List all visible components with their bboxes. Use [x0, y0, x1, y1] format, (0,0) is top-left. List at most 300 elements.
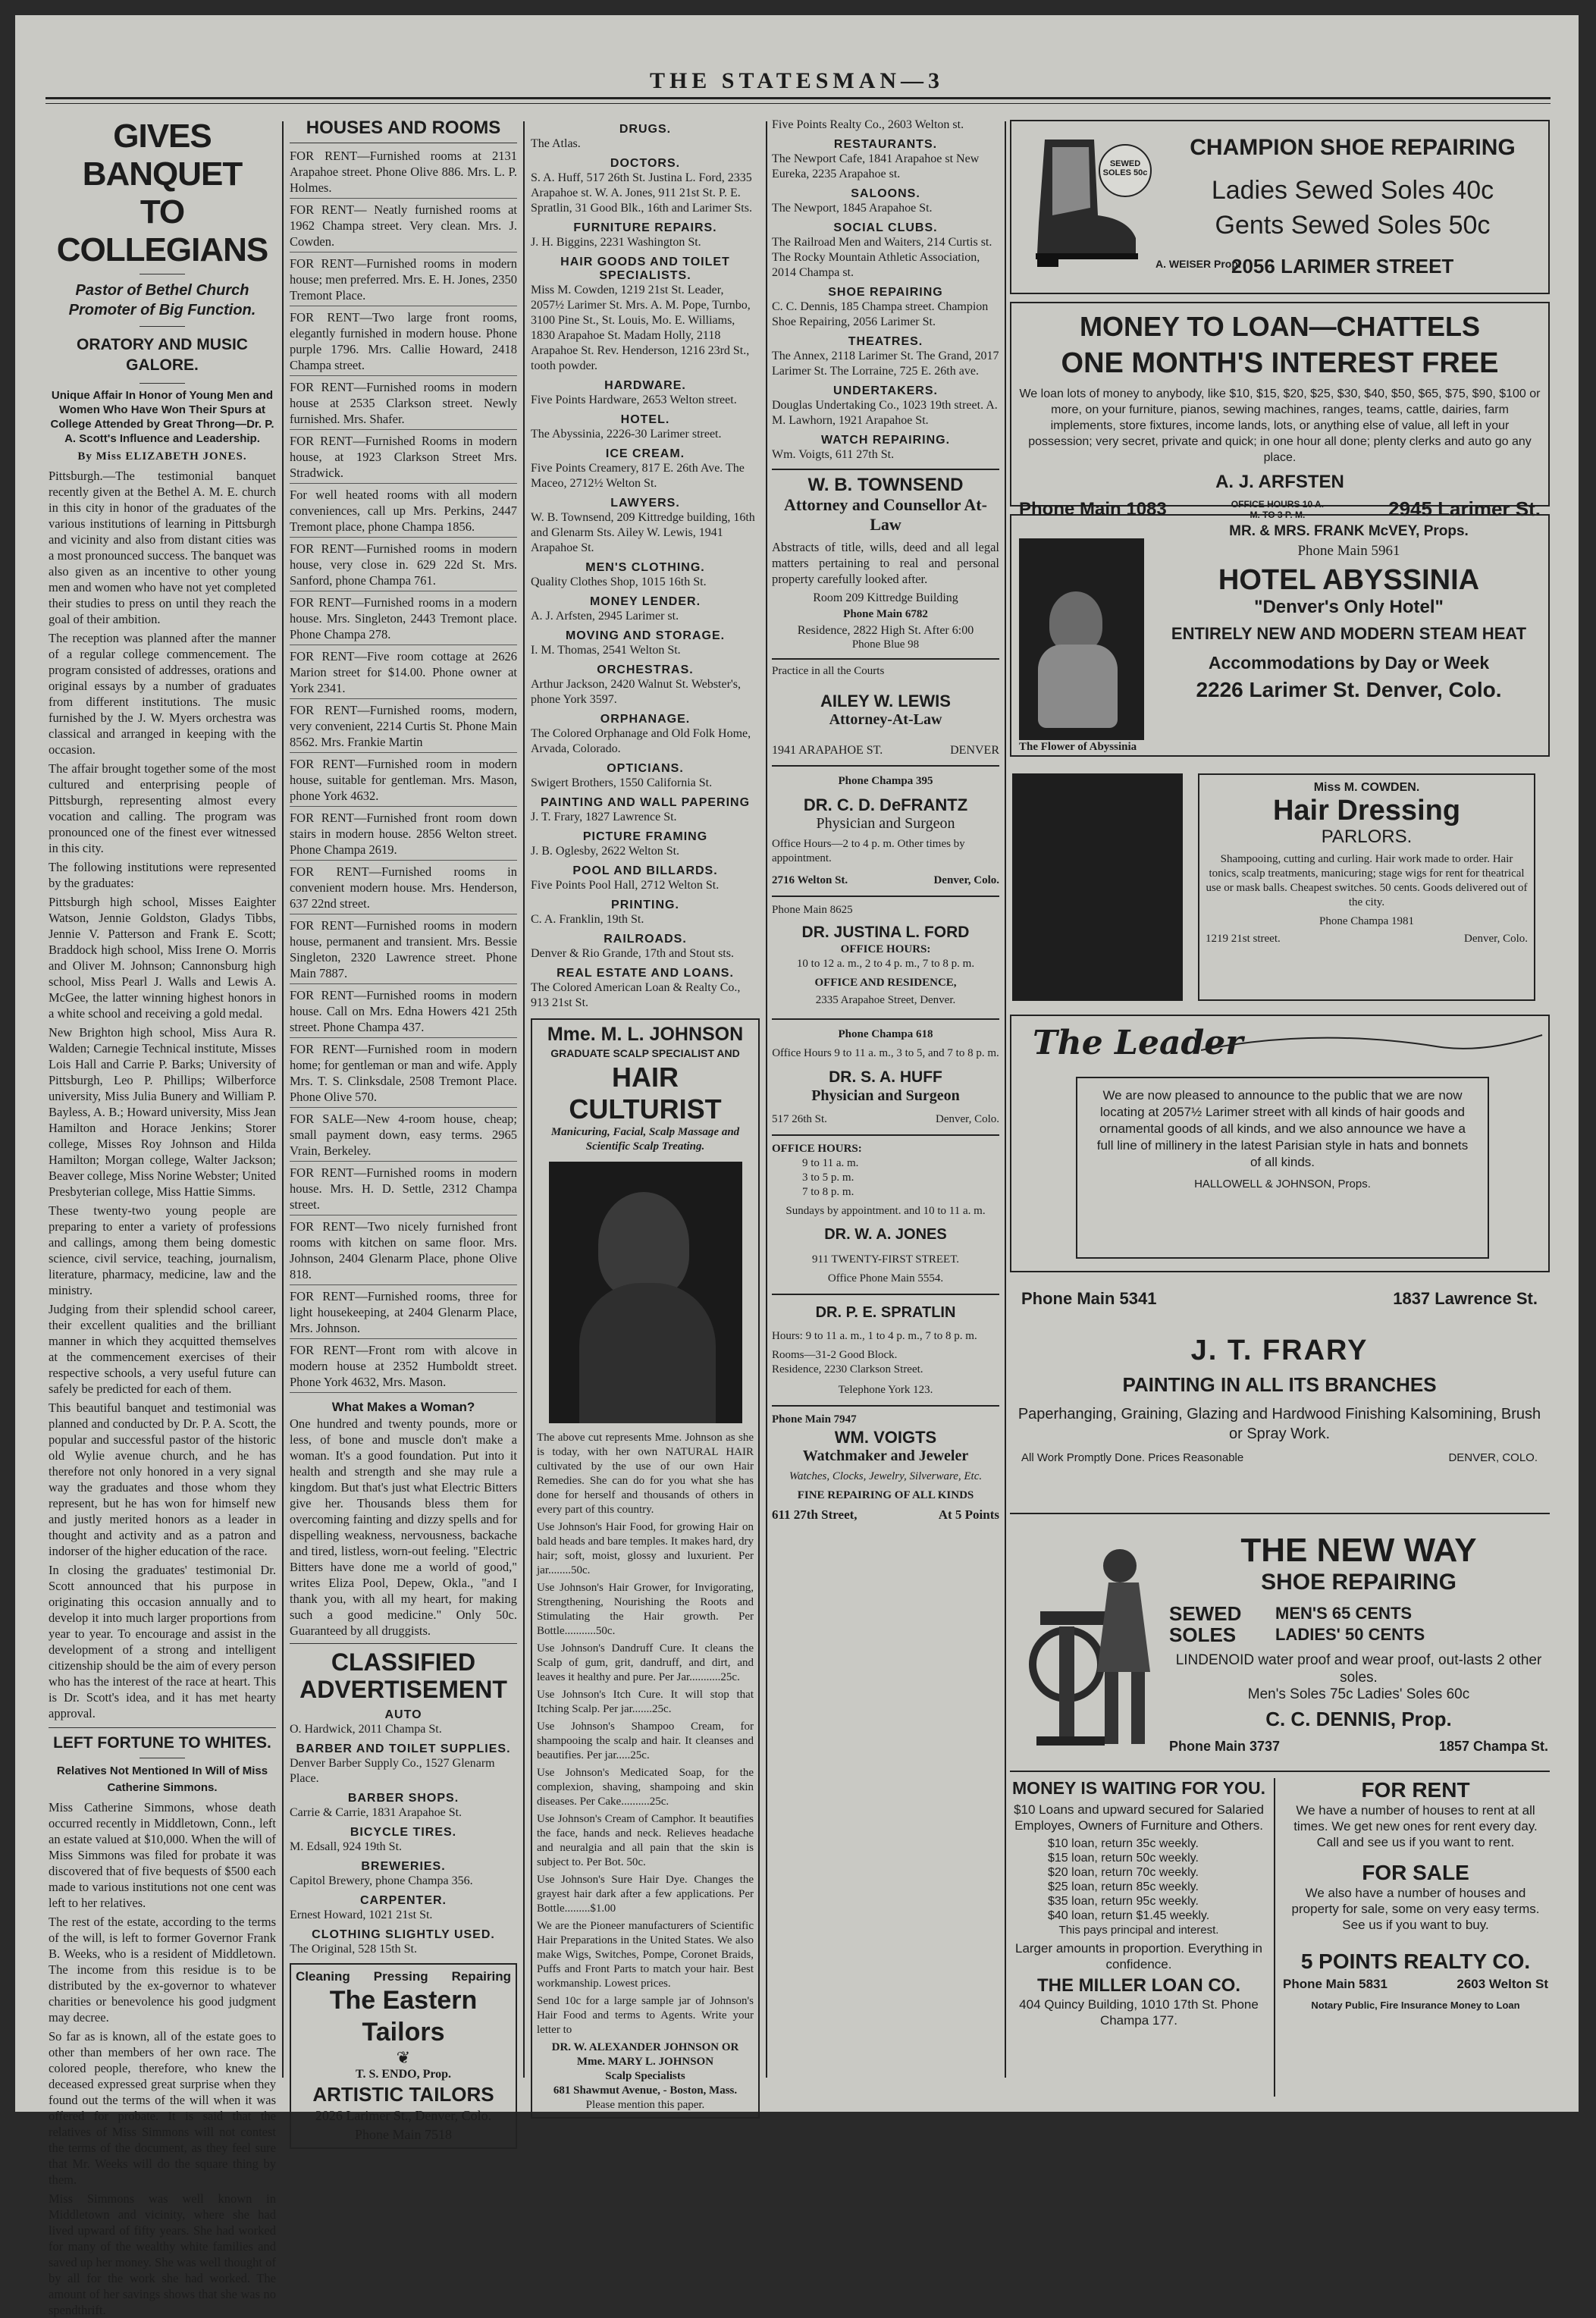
column-professional-cards: [772, 118, 999, 2089]
money-sub: ONE MONTH'S INTEREST FREE: [1061, 347, 1499, 379]
tailor-cleaning: Cleaning: [296, 1969, 350, 1984]
photo-figure-head: [1049, 591, 1102, 652]
frary-name: J. T. FRARY: [1190, 1335, 1369, 1366]
champion-address: 2056 LARIMER STREET: [1231, 255, 1454, 278]
miller-title: MONEY IS WAITING FOR YOU.: [1012, 1778, 1265, 1798]
ford-hours-head: OFFICE HOURS:: [840, 943, 931, 955]
directory-entry: The Colored Orphanage and Old Folk Home, Arvada, Colorado.: [531, 727, 751, 755]
rental-ad: FOR RENT—Furnished rooms in a modern house. Mrs. Singleton, 2443 Tremont place. Phone Champa 278.: [290, 594, 517, 645]
money-loan-ad: [1010, 302, 1550, 520]
classified-heading: BARBER SHOPS.: [347, 1792, 459, 1805]
huff-title: Physician and Surgeon: [811, 1087, 960, 1104]
lewis-title: Attorney-At-Law: [829, 711, 942, 728]
newway-men: MEN'S 65 CENTS: [1275, 1604, 1413, 1623]
johnson-footer-note: Please mention this paper.: [585, 2099, 705, 2111]
johnson-name: Mme. M. L. JOHNSON: [547, 1024, 744, 1045]
photo-figure-body: [1038, 645, 1118, 728]
directory-heading: DOCTORS.: [610, 157, 681, 170]
huff-city: Denver, Colo.: [936, 1113, 999, 1125]
huff-name: DR. S. A. HUFF: [829, 1068, 942, 1086]
newspaper-page: [15, 15, 1579, 2317]
voigts-title: Watchmaker and Jeweler: [802, 1448, 969, 1464]
leader-ad: [1010, 1015, 1550, 1272]
rental-ad: FOR RENT—Furnished Rooms in modern house, at 1923 Clarkson Street Mrs. Stradwick.: [290, 433, 517, 484]
ornament-icon: ❦: [396, 2048, 411, 2067]
directory-heading: UNDERTAKERS.: [833, 384, 938, 397]
hotel-props: MR. & MRS. FRANK McVEY, Props.: [1229, 523, 1469, 539]
divider: [290, 1643, 517, 1644]
portrait-body: [579, 1283, 716, 1423]
classified-title: CLASSIFIED: [331, 1648, 476, 1676]
heading-houses-rooms: HOUSES AND ROOMS: [306, 118, 501, 138]
miller-rate: $10 loan, return 35c weekly.: [1048, 1837, 1199, 1850]
ford-residence-head: OFFICE AND RESIDENCE,: [814, 977, 957, 989]
directory-entry: C. A. Franklin, 19th St.: [531, 913, 644, 926]
leader-flourish-icon: [1011, 1020, 1551, 1065]
rental-ad: For well heated rooms with all modern conveniences, call up Mrs. Perkins, 2447 Tremont place, phone Champa 1856.: [290, 487, 517, 538]
directory-heading: REAL ESTATE AND LOANS.: [557, 967, 734, 980]
article-paragraph: Pittsburgh high school, Misses Eaighter Watson, Jennie Goldston, Gladys Tibbs, Jennie V. Patterson and Frank E. Scott; Braddock high school, Miss Irene O. Morris and Oliver M. Johnson; Cannonsburg high school, Miss Pearl J. Walls and Lewis A. McGee, the latter winning highest honors in a white school and receiving a gold medal.: [49, 895, 276, 1021]
spratlin-residence: Residence, 2230 Clarkson Street.: [772, 1363, 923, 1375]
rental-ad: FOR RENT—Furnished rooms in modern house, permanent and transient. Mrs. Bessie Singleton, 2320 Lawrence street. Phone Main 7887.: [290, 917, 517, 984]
headline-to-collegians: TO COLLEGIANS: [56, 193, 268, 268]
hotel-new: ENTIRELY NEW AND MODERN STEAM HEAT: [1171, 624, 1527, 643]
tailor-pressing: Pressing: [373, 1969, 428, 1984]
article-paragraph: The reception was planned after the manner of a regular college commencement. The program consisted of addresses, orations and original essays by a number of graduates from different institutions. The music furnished by the J. W. Myers orchestra was classical and arranged in keeping with the occasion.: [49, 631, 276, 757]
lewis-name: AILEY W. LEWIS: [820, 692, 951, 710]
johnson-paragraph: Use Johnson's Cream of Camphor. It beautifies the face, hands and neck. Relieves headache and neuralgia and all pain that the skin is subject to. Per Bot. 50c.: [537, 1813, 754, 1868]
rental-ad: FOR RENT—Furnished rooms in modern house. Mrs. H. D. Settle, 2312 Champa street.: [290, 1165, 517, 1215]
champion-ladies: Ladies Sewed Soles 40c: [1211, 176, 1494, 205]
rental-ad: FOR RENT—Five room cottage at 2626 Marion street for $14.00. Phone owner at York 2341.: [290, 648, 517, 699]
directory-entry: The Atlas.: [531, 137, 581, 150]
cowden-text: Shampooing, cutting and curling. Hair work made to order. Hair tonics, scalp treatments, manicuring; stage wigs for rent for theatrical use or mask balls. Cheapest switches. 50 cents. Goods delivered out of the city.: [1206, 853, 1528, 908]
article-paragraph: Pittsburgh.—The testimonial banquet recently given at the Bethel A. M. E. church in this city in honor of the graduates of the various institutions of learning in Pittsburgh and vicinity and also from distant cities was a most pronounced success. The banquet was also given as an incentive to other young men and women who have not yet completed their studies to press on until they reach the goal of their ambition.: [49, 469, 276, 626]
newway-prices: Men's Soles 75c Ladies' Soles 60c: [1247, 1686, 1470, 1702]
ford-address: 2335 Arapahoe Street, Denver.: [815, 994, 956, 1006]
directory-entry: Quality Clothes Shop, 1015 16th St.: [531, 576, 707, 588]
directory-entry: J. B. Oglesby, 2622 Welton St.: [531, 845, 680, 858]
masthead-rule-thin: [45, 103, 1551, 104]
article-paragraph: So far as is known, all of the estate goes to other than members of her own race. The colored people, therefore, who knew the deceased expressed great surprise when they found out the terms of the will when it was offered for probate. It is said that the relatives of Miss Simmons will not contest the terms of the document, as they feel sure that Mr. Weeks will do the square thing by them.: [49, 2029, 276, 2187]
huff-phone: Phone Champa 618: [838, 1028, 933, 1040]
miller-rate: $20 loan, return 70c weekly.: [1048, 1866, 1199, 1879]
realty-notary: Notary Public, Fire Insurance Money to Loan: [1311, 2000, 1520, 2011]
directory-heading: ORCHESTRAS.: [597, 663, 694, 676]
money-text: We loan lots of money to anybody, like $10, $15, $20, $25, $30, $40, $50, $65, $75, $90, $100 or more, on your furniture, pianos, sewing machines, ranges, teams, cattle, dairies, farm implements, store fixtures, income lands, lots, or anything else of value, all left in your possession; very secret, private and quick; in one hour all done; plenty clerks and auto go any place.: [1019, 387, 1541, 464]
directory-heading: SOCIAL CLUBS.: [833, 221, 938, 234]
leader-title: The Leader: [1033, 1024, 1243, 1062]
eastern-tailors-ad: [290, 1963, 517, 2149]
miller-rate: $25 loan, return 85c weekly.: [1048, 1880, 1199, 1893]
miller-text: $10 Loans and upward secured for Salaried Employes, Owners of Furniture and Others.: [1014, 1802, 1264, 1833]
rental-ad: FOR RENT—Furnished front room down stairs in modern house. 2856 Welton street. Phone Champa 2619.: [290, 810, 517, 861]
jones-address: 911 TWENTY-FIRST STREET.: [811, 1253, 960, 1266]
champion-weiser: A. WEISER Prop.: [1155, 258, 1241, 270]
column-banquet-article: [49, 118, 276, 2317]
spratlin-name: DR. P. E. SPRATLIN: [815, 1304, 956, 1321]
hotel-tag: "Denver's Only Hotel": [1254, 597, 1444, 617]
classified-entry: M. Edsall, 924 19th St.: [290, 1840, 403, 1853]
voigts-location: At 5 Points: [938, 1507, 999, 1522]
newway-title: THE NEW WAY: [1240, 1532, 1477, 1569]
realty-rent: FOR RENT: [1361, 1778, 1470, 1802]
article-summary: Unique Affair In Honor of Young Men and Women Who Have Won Their Spurs at College Attended by Great Throng—Dr. P. A. Scott's Influence and Leadership.: [50, 389, 274, 445]
directory-entry: The Abyssinia, 2226-30 Larimer street.: [531, 428, 722, 441]
classified-entry: Denver Barber Supply Co., 1527 Glenarm Place.: [290, 1757, 495, 1785]
money-phone: Phone Main 1083: [1019, 498, 1167, 519]
article-paragraph: The affair brought together some of the most cultured and enterprising people of Pittsburgh, representing almost every vocation and calling. The program was pronounced one of the finest ever witnessed in this city.: [49, 761, 276, 855]
column-directory: [531, 118, 760, 2111]
champion-shoe-ad: [1010, 120, 1550, 294]
newway-lind: LINDENOID water proof and wear proof, out-lasts 2 other soles.: [1175, 1652, 1542, 1686]
defrantz-hours: Office Hours—2 to 4 p. m. Other times by appointment.: [772, 838, 965, 864]
directory-heading: PICTURE FRAMING: [582, 830, 708, 843]
divider: [1010, 1513, 1550, 1514]
directory-heading: HOTEL.: [620, 413, 670, 426]
frary-prompt: All Work Promptly Done. Prices Reasonable: [1021, 1451, 1244, 1464]
johnson-paragraph: Send 10c for a large sample jar of Johnson's Hair Food and terms to Agents. Write your letter to: [537, 1995, 754, 2036]
newway-sewed: SEWED SOLES: [1169, 1602, 1242, 1646]
portrait-head: [598, 1192, 689, 1298]
money-address: 2945 Larimer St.: [1388, 497, 1541, 520]
article-paragraph: In closing the graduates' testimonial Dr. Scott announced that his purpose in originating this occasion annually and to develop it into much larger proportions from year to year. To encourage and assist in the development of a strong and intelligent citizenship should be the aim of every person who has the interest of the race at heart. This is Dr. Scott's idea, and it has met hearty approval.: [49, 1563, 276, 1720]
miller-rates: [1010, 1837, 1268, 1923]
leader-props: HALLOWELL & JOHNSON, Props.: [1194, 1178, 1371, 1190]
article-paragraph: Judging from their splendid school career, their excellent qualities and the brilliant manner in which they acquitted themselves at the commencement exercises of their respective schools, a very useful future can safely be predicted for each of them.: [49, 1302, 276, 1396]
johnson-services: Manicuring, Facial, Scalp Massage and Scientific Scalp Treating.: [550, 1126, 740, 1153]
johnson-paragraph: Use Johnson's Hair Food, for growing Hair on bald heads and bare temples. It makes hard, dry hair; soft, moist, glossy and luxurient. Per jar........50c.: [537, 1521, 754, 1576]
cowden-phone: Phone Champa 1981: [1319, 915, 1414, 927]
byline: By Miss ELIZABETH JONES.: [77, 450, 247, 463]
miller-loan-ad: [1010, 1778, 1275, 2097]
directory-entry: Denver & Rio Grande, 17th and Stout sts.: [531, 947, 734, 960]
ford-card: [772, 896, 999, 1008]
directory-heading: ORPHANAGE.: [600, 713, 691, 726]
voigts-address: 611 27th Street,: [772, 1507, 858, 1522]
directory-heading: OPTICIANS.: [607, 762, 684, 775]
masthead: THE STATESMAN—3: [649, 68, 945, 93]
townsend-room: Room 209 Kittredge Building: [813, 591, 958, 604]
rental-ad: FOR RENT— Neatly furnished rooms at 1962 Champa street. Very clean. Mrs. J. Cowden.: [290, 202, 517, 253]
directory-entry: Five Points Creamery, 817 E. 26th Ave. The Maceo, 2712½ Welton St.: [531, 462, 745, 490]
johnson-paragraph: The above cut represents Mme. Johnson as she is today, with her own NATURAL HAIR cultivated by the use of our own Hair Remedies. She can do for you what she has done for herself and thousands of others in every part of this country.: [537, 1432, 754, 1516]
rental-ad: FOR RENT—Two large front rooms, elegantly furnished in modern house. Phone purple 1796. Mrs. Callie Howard, 2418 Champa street.: [290, 309, 517, 376]
defrantz-address: 2716 Welton St.: [772, 874, 848, 886]
article-paragraph: Miss Catherine Simmons, whose death occurred recently in Middletown, Conn., left an estate valued at $10,000. When the will of Miss Simmons was filed for probate it was discovered that of five bequests of $500 each made to various institutions not one cent was left to her relatives.: [49, 1800, 276, 1910]
johnson-paragraph: Use Johnson's Sure Hair Dye. Changes the grayest hair dark after a few applications. Per Bottle.........$1.00: [537, 1874, 754, 1915]
article-paragraph: Miss Simmons was well known in Middletown and vicinity, where she had lived upward of fifty years. She had worked for many of the wealthy white families and saved up her money. She was well thought of by all for the work she had worked. The amount of her savings shows that she was no spendthrift.: [49, 2191, 276, 2317]
business-directory: [531, 123, 760, 1011]
miller-note: This pays principal and interest.: [1058, 1924, 1219, 1937]
johnson-paragraph: We are the Pioneer manufacturers of Scientific Hair Preparations in the United States. We also make Wigs, Switches, Pompe, Coronet Braids, Puffs and Front Parts to match your hair. Best workmanship. Lowest prices.: [537, 1920, 754, 1990]
huff-address: 517 26th St.: [772, 1113, 827, 1125]
rental-ad: FOR RENT—Furnished room in modern home; for gentleman or man and wife. Apply Mrs. T. S. Clinksdale, 2508 Tremont Place. Phone Olive 570.: [290, 1041, 517, 1108]
tailor-repairing: Repairing: [451, 1969, 511, 1984]
directory-heading: POOL AND BILLARDS.: [572, 864, 718, 877]
champion-title: CHAMPION SHOE REPAIRING: [1190, 135, 1516, 160]
rental-ad: FOR RENT—Furnished rooms, three for light housekeeping, at 2404 Glenarm Place, Mrs. Johnson.: [290, 1288, 517, 1339]
deck-pastor: Pastor of Bethel Church Promoter of Big Function.: [68, 282, 256, 318]
tailor-address: 2026 Larimer St., Denver, Colo.: [315, 2108, 492, 2123]
newway-address: 1857 Champa St.: [1438, 1739, 1548, 1754]
hotel-address: 2226 Larimer St. Denver, Colo.: [1196, 678, 1502, 701]
rental-ad: FOR RENT—Furnished room in modern house, suitable for gentleman. Mrs. Mason, phone York 4632.: [290, 756, 517, 807]
hotel-name: HOTEL ABYSSINIA: [1218, 564, 1480, 596]
directory-heading: MOVING AND STORAGE.: [565, 629, 726, 642]
hotel-caption: The Flower of Abyssinia: [1019, 740, 1163, 754]
huff-hours: Office Hours 9 to 11 a. m., 3 to 5, and 7 to 8 p. m.: [772, 1047, 999, 1059]
townsend-blue: Phone Blue 98: [851, 638, 920, 651]
jones-name: DR. W. A. JONES: [824, 1226, 947, 1243]
miller-larger: Larger amounts in proportion. Everything in confidence.: [1014, 1941, 1262, 1971]
newway-phone: Phone Main 3737: [1169, 1739, 1281, 1754]
spratlin-card: [772, 1294, 999, 1397]
cowden-address: 1219 21st street.: [1206, 933, 1281, 945]
defrantz-title: Physician and Surgeon: [816, 815, 955, 832]
leader-text: We are now pleased to announce to the public that we are now locating at 2057½ Larimer street with all kinds of hair goods and ornamental goods of all kinds, and we also announce we have a full line of millinery in the latest Parisian style in hats and bonnets of all kinds.: [1096, 1088, 1469, 1169]
directory-entry: The Railroad Men and Waiters, 214 Curtis st. The Rocky Mountain Athletic Association, 2014 Champa st.: [772, 236, 992, 279]
classified-entry: The Original, 528 15th St.: [290, 1943, 417, 1956]
directory-heading: ICE CREAM.: [605, 447, 685, 460]
sewed-soles-stamp: SEWED SOLES 50c: [1099, 144, 1152, 197]
voigts-items: Watches, Clocks, Jewelry, Silverware, Etc.: [789, 1470, 983, 1482]
classified-heading: BICYCLE TIRES.: [350, 1826, 457, 1839]
directory-heading: FURNITURE REPAIRS.: [573, 221, 717, 234]
jones-hours-2: 3 to 5 p. m.: [802, 1172, 854, 1184]
divider: [140, 383, 185, 384]
directory-entry: Five Points Realty Co., 2603 Welton st.: [772, 118, 964, 131]
townsend-residence: Residence, 2822 High St. After 6:00: [797, 624, 974, 637]
directory-heading: HARDWARE.: [604, 379, 686, 392]
frary-address-top: 1837 Lawrence St.: [1393, 1289, 1538, 1308]
rental-ad: FOR RENT—Furnished rooms in modern house. Call on Mrs. Edna Howers 421 25th street. Phone Champa 437.: [290, 987, 517, 1038]
tailor-name: The Eastern Tailors: [329, 1986, 478, 2047]
tailor-phone: Phone Main 7518: [355, 2127, 452, 2142]
rental-ad: FOR RENT—Furnished rooms in modern house, very close in. 629 22d St. Mrs. Sanford, phone Champa 761.: [290, 541, 517, 591]
directory-entry: The Annex, 2118 Larimer St. The Grand, 2017 Larimer St. The Lorraine, 725 E. 26th ave.: [772, 350, 999, 378]
directory-entry: The Newport Cafe, 1841 Arapahoe st New Eureka, 2235 Arapahoe st.: [772, 152, 980, 180]
classified-heading: BREWERIES.: [361, 1860, 446, 1873]
realty-ad: [1283, 1778, 1548, 2097]
directory-entry: Douglas Undertaking Co., 1023 19th street. A. M. Lawhorn, 1921 Arapahoe St.: [772, 399, 998, 427]
classified-entry: Ernest Howard, 1021 21st St.: [290, 1909, 433, 1921]
article-paragraph: New Brighton high school, Miss Aura R. Walden; Carnegie Technical institute, Misses Lois Hall and Carrie P. Barks; University of Pittsburgh, Leo P. Phillips; Wilberforce university, Miss Julia Bunery and William P. Bayless, A. B.; Howard university, Miss Jean Hamilton and Horace Jenkins; Storer college, Misses Roy Johnson and Hilda Hamilton; Morgan college, Walter Jackson; Beaver college, Miss Norine Webster; United Presbyterian college, Miss Hattie Simms.: [49, 1025, 276, 1199]
headline-left-fortune: LEFT FORTUNE TO WHITES.: [53, 1734, 271, 1752]
headline-gives-banquet: GIVES BANQUET: [82, 118, 243, 193]
classified-heading: BARBER AND TOILET SUPPLIES.: [296, 1742, 511, 1755]
johnson-footer-specialists: Scalp Specialists: [605, 2070, 685, 2082]
frary-phone: Phone Main 5341: [1021, 1289, 1157, 1308]
townsend-name: W. B. TOWNSEND: [807, 475, 964, 495]
spratlin-hours: Hours: 9 to 11 a. m., 1 to 4 p. m., 7 to 8 p. m.: [772, 1330, 977, 1342]
column-divider: [766, 121, 767, 2078]
johnson-sub: GRADUATE SCALP SPECIALIST AND: [550, 1047, 740, 1059]
cowden-name: Miss M. COWDEN.: [1313, 781, 1420, 794]
defrantz-name: DR. C. D. DeFRANTZ: [803, 795, 968, 814]
voigts-name: WM. VOIGTS: [834, 1428, 937, 1447]
woman-title: What Makes a Woman?: [331, 1400, 475, 1414]
directory-entry: W. B. Townsend, 209 Kittredge building, 16th and Glenarm Sts. Ailey W. Lewis, 1941 Arapahoe St.: [531, 511, 755, 554]
directory-entry: The Colored American Loan & Realty Co., 913 21st St.: [531, 981, 741, 1009]
rental-ad: FOR RENT—Furnished rooms, modern, very convenient, 2214 Curtis St. Phone Main 8562. Mrs. Frankie Martin: [290, 702, 517, 753]
frary-desc: Paperhanging, Graining, Glazing and Hardwood Finishing Kalsomining, Brush or Spray Work.: [1017, 1406, 1541, 1442]
johnson-footer-names: DR. W. ALEXANDER JOHNSON OR Mme. MARY L. JOHNSON: [551, 2041, 739, 2068]
directory-heading: HAIR GOODS AND TOILET SPECIALISTS.: [560, 256, 730, 282]
classified-entry: Carrie & Carrie, 1831 Arapahoe St.: [290, 1806, 462, 1819]
directory-entry: J. H. Biggins, 2231 Washington St.: [531, 236, 701, 249]
divider: [49, 1727, 276, 1728]
hotel-photo: [1019, 538, 1144, 751]
jones-hours-3: 7 to 8 p. m.: [802, 1186, 854, 1198]
realty-sale-text: We also have a number of houses and property for sale, some on very easy terms. See us if you want to buy.: [1291, 1886, 1540, 1932]
classified-entry: O. Hardwick, 2011 Champa St.: [290, 1723, 442, 1736]
johnson-portrait: [549, 1162, 742, 1423]
hotel-abyssinia-ad: [1010, 514, 1550, 757]
jones-card: [772, 1134, 999, 1286]
new-way-ad: [1010, 1524, 1550, 1763]
woman-photo: [1012, 773, 1183, 1001]
column-divider: [282, 121, 284, 2078]
cowden-ad: [1198, 773, 1535, 1001]
classified-entry: Capitol Brewery, phone Champa 356.: [290, 1874, 473, 1887]
cowden-city: Denver, Colo.: [1464, 933, 1528, 945]
spratlin-phone: Telephone York 123.: [838, 1384, 933, 1396]
lewis-address: 1941 ARAPAHOE ST.: [772, 744, 883, 757]
johnson-footer-address: 681 Shawmut Avenue, - Boston, Mass.: [553, 2084, 738, 2097]
johnson-paragraph: Use Johnson's Itch Cure. It will stop that Itching Scalp. Per jar.......25c.: [537, 1689, 754, 1715]
johnson-text: [537, 1431, 754, 2037]
directory-heading: RAILROADS.: [604, 933, 687, 946]
article-paragraph: The rest of the estate, according to the terms of the will, is left to former Governor Frank B. Weeks, who is a resident of Middletown. The income from this residue is to be distributed by the ex-governor to whatever charities or benevolence his good judgment may decree.: [49, 1915, 276, 2025]
frary-city: DENVER, COLO.: [1448, 1451, 1538, 1464]
directory-heading: THEATRES.: [848, 335, 923, 348]
voigts-card: [772, 1405, 999, 1523]
ford-name: DR. JUSTINA L. FORD: [801, 924, 970, 941]
cobbler-machine-icon: [1025, 1528, 1177, 1755]
article-paragraph: The following institutions were represented by the graduates:: [49, 860, 276, 890]
miller-rate: $35 loan, return 95c weekly.: [1048, 1895, 1199, 1908]
column-divider: [523, 121, 525, 2078]
johnson-paragraph: Use Johnson's Shampoo Cream, for shampooing the scalp and hair. It cleanses and beautifies. Per jar.....25c.: [537, 1720, 754, 1761]
article-paragraph: These twenty-two young people are preparing to enter a variety of professions and callings, among them being domestic science, civil service, teaching, journalism, literature, pharmacy, medicine, law and the ministry.: [49, 1203, 276, 1297]
townsend-desc: Abstracts of title, wills, deed and all legal matters pertaining to real and personal property carefully looked after.: [772, 540, 999, 586]
lewis-city: DENVER: [950, 744, 999, 757]
directory-entry: Miss M. Cowden, 1219 21st St. Leader, 2057½ Larimer St. Mrs. A. M. Pope, Turnbo, 3100 Pine St., St. Louis, Mo. E. Williams, 1830 Arapahoe St. Madam Holly, 2118 Arapahoe St. Rev. Henderson, 1216 23rd St., tooth powder.: [531, 284, 751, 372]
directory-entry: I. M. Thomas, 2541 Welton St.: [531, 644, 681, 657]
townsend-phone: Phone Main 6782: [843, 608, 928, 620]
masthead-rule: [45, 97, 1551, 99]
defrantz-card: [772, 765, 999, 888]
realty-rent-text: We have a number of houses to rent at all times. We get new ones for rent every day. Call and see us if you want to rent.: [1293, 1803, 1538, 1849]
classified-heading: CLOTHING SLIGHTLY USED.: [312, 1928, 495, 1941]
tailor-prop: T. S. ENDO, Prop.: [355, 2068, 452, 2081]
directory-heading: SHOE REPAIRING: [828, 286, 943, 299]
huff-card: [772, 1018, 999, 1127]
article-paragraph: This beautiful banquet and testimonial was planned and conducted by Dr. P. A. Scott, the popular and successful pastor of the historic old Wylie avenue church, and he has therefore not only honored in a very signal way the graduates and those whom they represent, but he has won for himself new and justly merited honors as a leader in thought and activity and as a patron and indorser of the higher education of the race.: [49, 1401, 276, 1558]
classified-title-2: ADVERTISEMENT: [299, 1676, 507, 1703]
rental-ad: FOR RENT—Furnished rooms in convenient modern house. Mrs. Henderson, 637 22nd street.: [290, 864, 517, 914]
rental-ad: FOR RENT—Furnished rooms at 2131 Arapahoe street. Phone Olive 886. Mrs. L. P. Holmes.: [290, 148, 517, 199]
spratlin-rooms: Rooms—31-2 Good Block.: [772, 1349, 898, 1361]
realty-sale: FOR SALE: [1362, 1861, 1469, 1884]
leader-inner-box: [1076, 1077, 1489, 1259]
divider: [1010, 1771, 1550, 1772]
article-body: [49, 468, 276, 1721]
business-directory-2: [772, 138, 999, 463]
ford-hours: 10 to 12 a. m., 2 to 4 p. m., 7 to 8 p. m.: [796, 958, 975, 970]
miller-rate: $40 loan, return $1.45 weekly.: [1048, 1909, 1210, 1922]
lewis-card: [772, 658, 999, 758]
voigts-fine: FINE REPAIRING OF ALL KINDS: [797, 1489, 974, 1501]
miller-rate: $15 loan, return 50c weekly.: [1048, 1852, 1199, 1865]
champion-gents: Gents Sewed Soles 50c: [1215, 211, 1491, 240]
defrantz-city: Denver, Colo.: [933, 874, 999, 886]
frary-ad: [1012, 1289, 1547, 1509]
deck-oratory: ORATORY AND MUSIC GALORE.: [77, 336, 248, 374]
frary-title: PAINTING IN ALL ITS BRANCHES: [1122, 1373, 1437, 1396]
johnson-paragraph: Use Johnson's Dandruff Cure. It cleans the Scalp of gum, grit, dandruff, and dirt, and leaves it healthy and pure. Per Jar...........25c.: [537, 1642, 754, 1683]
column-divider: [1005, 121, 1006, 2078]
newway-prop: C. C. DENNIS, Prop.: [1265, 1708, 1452, 1730]
woman-text: One hundred and twenty pounds, more or less, of bone and muscle don't make a woman. It's a good foundation. Put into it health and strength and she may rule a kingdom. But that's just what Electric Bitters give her. Thousands bless them for overcoming fainting and dizzy spells and for dispelling weakness, nervousness, backache and tired, listless, worn-out feeling. "Electric Bitters have done me a world of good," writes Eliza Pool, Depew, Okla., "and I thank you, with all my heart, for making such a good medicine." Only 50c. Guaranteed by all druggists.: [290, 1416, 517, 1638]
classified-list: [290, 1708, 517, 1957]
miller-address: 404 Quincy Building, 1010 17th St. Phone Champa 177.: [1019, 1997, 1259, 2028]
johnson-big: HAIR CULTURIST: [569, 1062, 722, 1124]
money-name: A. J. ARFSTEN: [1215, 472, 1344, 492]
townsend-card: [772, 469, 999, 652]
ford-phone: Phone Main 8625: [772, 904, 853, 916]
rental-ad: FOR RENT—Furnished rooms in modern house; men preferred. Mrs. E. H. Jones, 2350 Tremont Place.: [290, 256, 517, 306]
classified-heading: CARPENTER.: [359, 1894, 447, 1907]
tailor-sub: ARTISTIC TAILORS: [312, 2083, 494, 2106]
directory-heading: SALOONS.: [851, 187, 920, 200]
directory-heading: RESTAURANTS.: [833, 138, 938, 151]
jones-phone: Office Phone Main 5554.: [827, 1272, 944, 1284]
directory-entry: Arthur Jackson, 2420 Walnut St. Webster's, phone York 3597.: [531, 678, 742, 706]
directory-entry: S. A. Huff, 517 26th St. Justina L. Ford, 2335 Arapahoe st. W. A. Jones, 911 21st St. P. E. Spratlin, 31 Good Blk., 16th and Larimer Sts.: [531, 171, 752, 215]
directory-entry: The Newport, 1845 Arapahoe St.: [772, 202, 933, 215]
hotel-accom: Accommodations by Day or Week: [1208, 653, 1490, 673]
directory-heading: PAINTING AND WALL PAPERING: [540, 796, 751, 809]
directory-entry: Wm. Voigts, 611 27th St.: [772, 448, 895, 461]
deck-relatives: Relatives Not Mentioned In Will of Miss Catherine Simmons.: [56, 1764, 268, 1794]
money-hours: OFFICE HOURS 10 A. M. TO 3 P. M.: [1231, 498, 1325, 520]
johnson-paragraph: Use Johnson's Medicated Soap, for the complexion, shaving, shampoing and skin diseases. Per Cake..........25c.: [537, 1767, 754, 1808]
column-houses-rooms: [290, 118, 517, 2142]
newway-ladies: LADIES' 50 CENTS: [1275, 1625, 1425, 1644]
cowden-title: Hair Dressing: [1272, 795, 1461, 827]
realty-name: 5 POINTS REALTY CO.: [1300, 1949, 1531, 1973]
directory-entry: Five Points Pool Hall, 2712 Welton St.: [531, 879, 720, 892]
johnson-ad: [531, 1018, 760, 2119]
directory-entry: C. C. Dennis, 185 Champa street. Champion Shoe Repairing, 2056 Larimer St.: [772, 300, 989, 328]
johnson-paragraph: Use Johnson's Hair Grower, for Invigorating, Strengthening, Nourishing the Roots and Stimulating the Hair growth. Per Bottle...........50c.: [537, 1582, 754, 1637]
jones-sunday: Sundays by appointment. and 10 to 11 a. m.: [785, 1205, 986, 1217]
voigts-phone: Phone Main 7947: [772, 1413, 857, 1426]
rental-ad: FOR RENT—Furnished rooms in modern house at 2535 Clarkson street. Newly furnished. Mrs. Shafer.: [290, 379, 517, 430]
miller-name: THE MILLER LOAN CO.: [1037, 1975, 1240, 1996]
hotel-phone: Phone Main 5961: [1297, 543, 1400, 559]
directory-entry: Swigert Brothers, 1550 California St.: [531, 776, 713, 789]
directory-entry: Five Points Hardware, 2653 Welton street.: [531, 394, 737, 406]
directory-heading: WATCH REPAIRING.: [820, 434, 951, 447]
defrantz-phone: Phone Champa 395: [838, 775, 933, 787]
directory-heading: PRINTING.: [611, 899, 679, 911]
realty-address: 2603 Welton St: [1456, 1977, 1548, 1991]
townsend-title: Attorney and Counsellor At-Law: [784, 495, 987, 534]
realty-phone: Phone Main 5831: [1283, 1977, 1387, 1991]
